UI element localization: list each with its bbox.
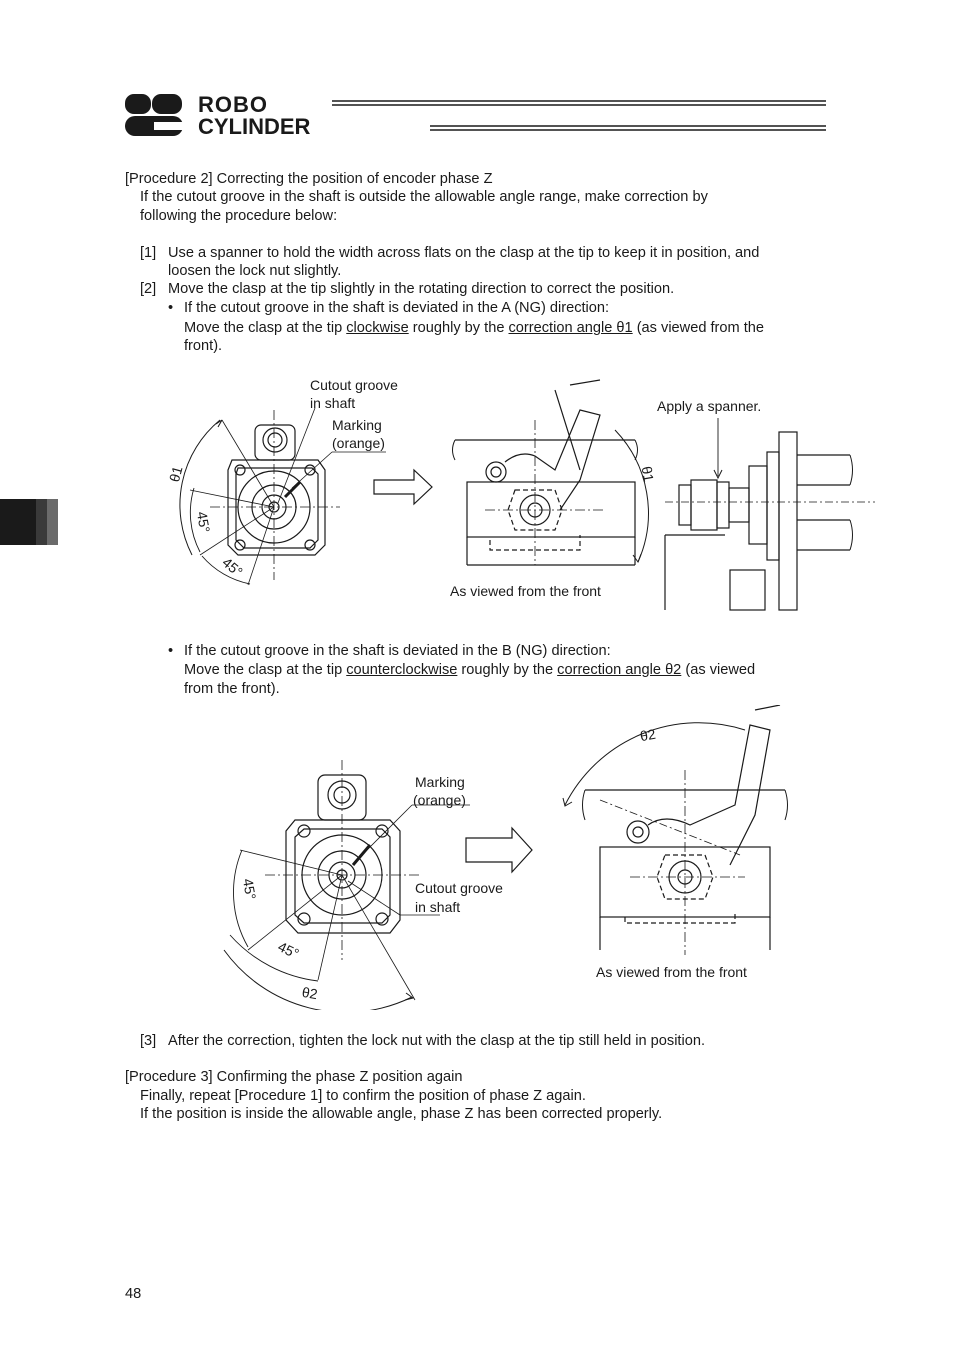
bullet-b-line3: from the front). — [184, 681, 280, 697]
fig2-angle-45-label-a: 45° — [239, 877, 260, 901]
bullet-b-line2: Move the clasp at the tip counterclockwise roughly by the correction angle θ2 (as viewed — [184, 662, 756, 678]
angle-45-label-b: 45° — [219, 554, 246, 580]
theta1-label-right: θ1 — [638, 464, 658, 484]
fig1-marking-label-1: Marking — [332, 417, 382, 433]
svg-text:CYLINDER: CYLINDER — [198, 114, 311, 138]
fig2-front-view-label: As viewed from the front — [596, 964, 747, 980]
front-view-clasp-2 — [563, 705, 788, 955]
figure1-diagram — [160, 370, 880, 615]
fig2-marking-label-1: Marking — [415, 774, 465, 790]
procedure3-title: [Procedure 3] Confirming the phase Z position again — [125, 1069, 463, 1085]
fig1-spanner-label: Apply a spanner. — [657, 398, 762, 414]
front-view-clasp-1 — [453, 380, 649, 565]
theta1-label-left: θ1 — [166, 464, 186, 484]
fig1-cutout-label-2: in shaft — [310, 395, 356, 411]
bullet-a-marker: • — [168, 300, 174, 316]
fig2-marking-label-2: (orange) — [413, 792, 466, 808]
bullet-a-line3: front). — [184, 338, 223, 354]
svg-text:ROBO: ROBO — [198, 92, 268, 117]
bullet-b-marker: • — [168, 643, 174, 659]
fig2-angle-45-label-b: 45° — [275, 938, 302, 962]
fig2-cutout-label-2: in shaft — [415, 899, 461, 915]
correction-angle-theta1: correction angle θ1 — [508, 320, 633, 336]
fig1-marking-label-2: (orange) — [332, 435, 385, 451]
right-arrow-icon — [466, 828, 532, 872]
step3-text: After the correction, tighten the lock nut with the clasp at the tip still held in position. — [168, 1033, 706, 1049]
fig1-front-view-label: As viewed from the front — [450, 583, 601, 599]
spanner-side-view — [665, 418, 875, 610]
procedure2-intro-line2: following the procedure below: — [140, 208, 338, 224]
page-number: 48 — [125, 1286, 142, 1302]
clockwise-term: clockwise — [346, 320, 409, 336]
step1-line2: loosen the lock nut slightly. — [168, 263, 342, 279]
angle-45-label-a: 45° — [193, 510, 214, 534]
step1-number: [1] — [140, 245, 157, 261]
procedure2-intro-line1: If the cutout groove in the shaft is outside the allowable angle range, make correction by — [140, 189, 708, 205]
right-arrow-icon — [374, 470, 432, 504]
fig2-cutout-label-1: Cutout groove — [415, 880, 503, 896]
procedure3-line1: Finally, repeat [Procedure 1] to confirm the position of phase Z again. — [140, 1088, 586, 1104]
bullet-a-line1: If the cutout groove in the shaft is deviated in the A (NG) direction: — [184, 300, 610, 316]
fig2-theta2-label-bottom: θ2 — [300, 983, 319, 1003]
procedure2-title: [Procedure 2] Correcting the position of encoder phase Z — [125, 171, 493, 187]
fig2-theta2-label-top: θ2 — [638, 725, 657, 745]
header-logo — [124, 92, 826, 138]
correction-angle-theta2: correction angle θ2 — [557, 662, 682, 678]
chapter-side-tab — [0, 499, 58, 545]
fig1-cutout-label-1: Cutout groove — [310, 377, 398, 393]
procedure3-line2: If the position is inside the allowable angle, phase Z has been corrected properly. — [140, 1106, 663, 1122]
step2-text: Move the clasp at the tip slightly in the rotating direction to correct the position. — [168, 281, 675, 297]
step2-number: [2] — [140, 281, 157, 297]
bullet-a-line2: Move the clasp at the tip clockwise roughly by the correction angle θ1 (as viewed from the — [184, 320, 765, 336]
step3-number: [3] — [140, 1033, 157, 1049]
robo-cylinder-logo — [124, 92, 826, 138]
counterclockwise-term: counterclockwise — [346, 662, 458, 678]
step1-line1: Use a spanner to hold the width across flats on the clasp at the tip to keep it in position, and — [168, 245, 760, 261]
bullet-b-line1: If the cutout groove in the shaft is deviated in the B (NG) direction: — [184, 643, 611, 659]
